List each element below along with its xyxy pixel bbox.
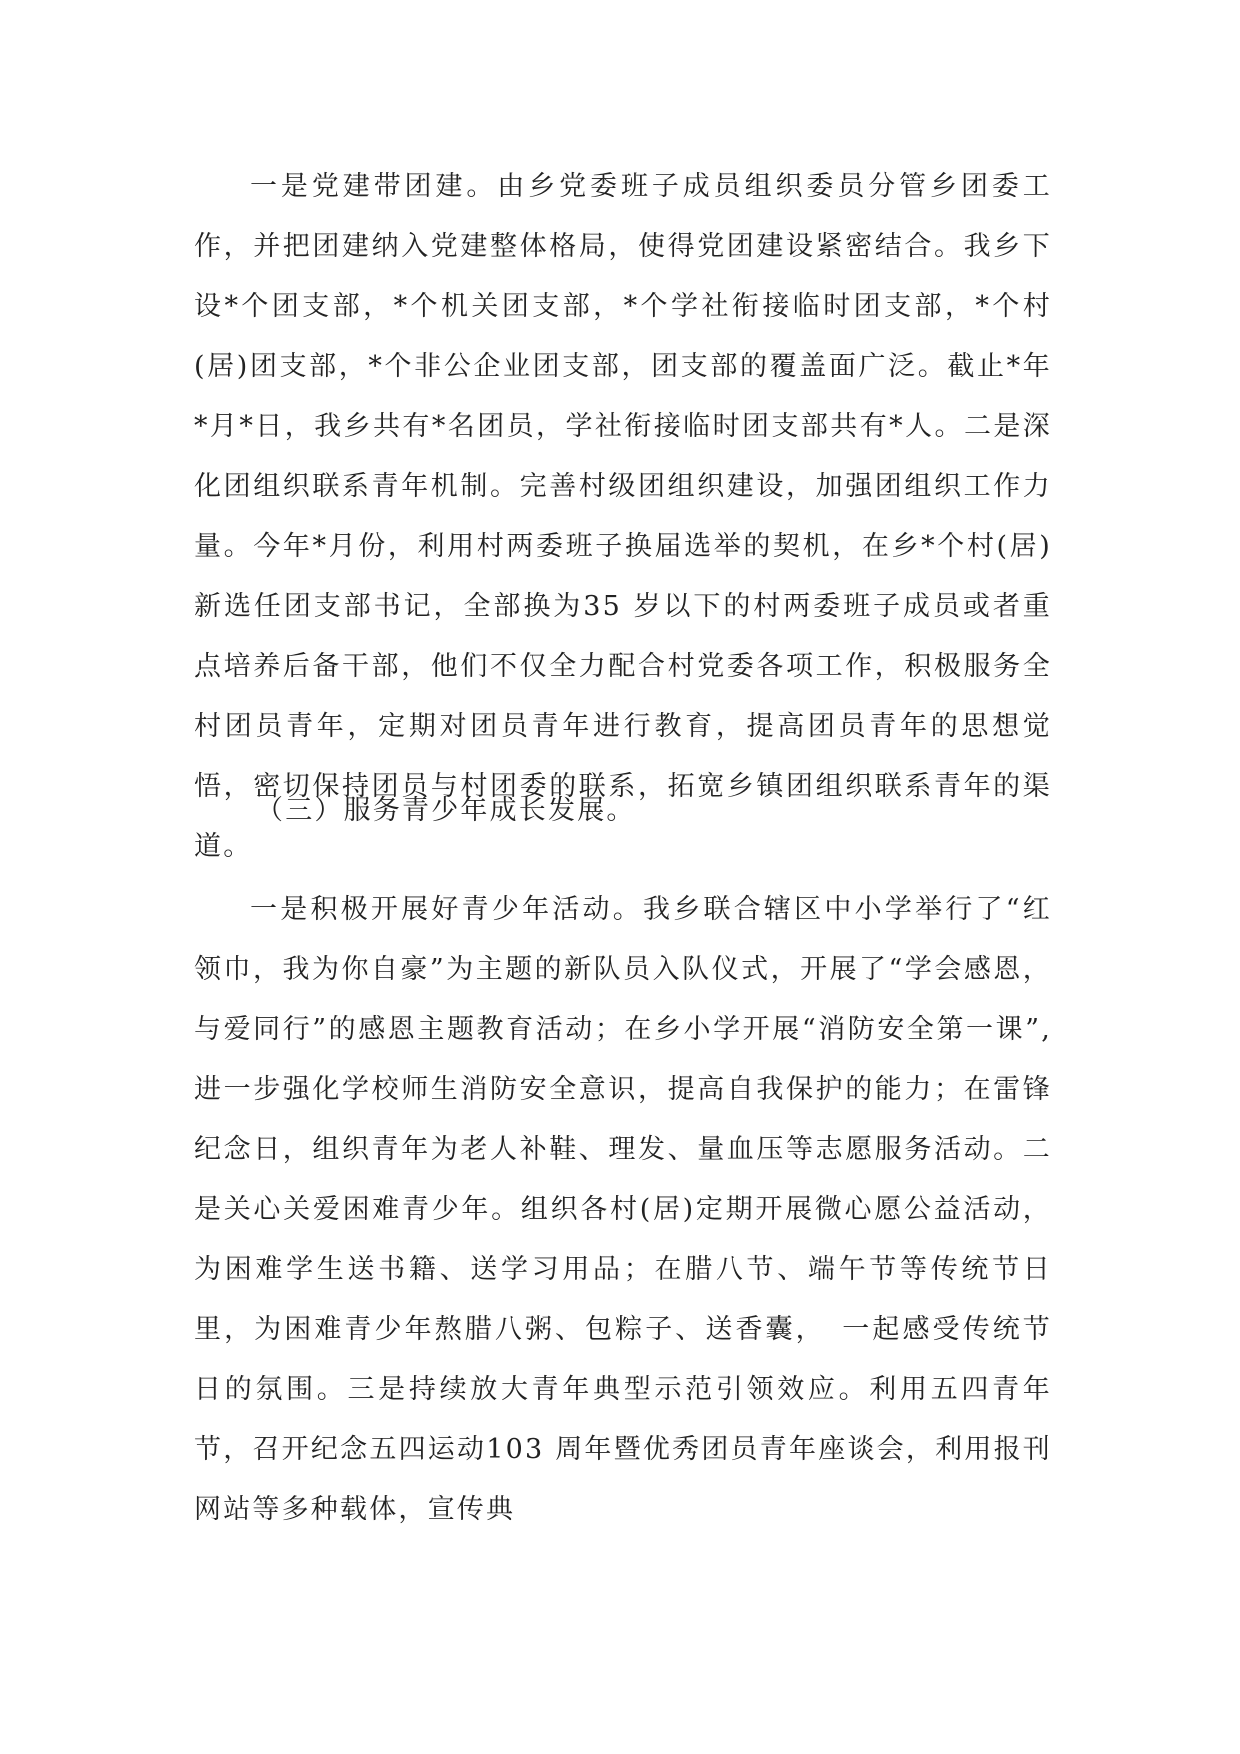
section-heading-youth-development: （三）服务青少年成长发展。 xyxy=(256,795,636,826)
paragraph-party-youth-building: 一是党建带团建。由乡党委班子成员组织委员分管乡团委工作，并把团建纳入党建整体格局，使得党团建设紧密结合。我乡下设*个团支部，*个机关团支部，*个学社衔接临时团支部，*个村(居)团支部，*个非公企业团支部，团支部的覆盖面广泛。截止*年*月*日，我乡共有*名团员，学社衔接临时团支部共有*人。二是深化团组织联系青年机制。完善村级团组织建设，加强团组织工作力量。今年*月份，利用村两委班子换届选举的契机，在乡*个村(居)新选任团支部书记，全部换为35 岁以下的村两委班子成员或者重点培养后备干部，他们不仅全力配合村党委各项工作，积极服务全村团员青年，定期对团员青年进行教育，提高团员青年的思想觉悟，密切保持团员与村团委的联系，拓宽乡镇团组织联系青年的渠道。 xyxy=(194,171,1052,862)
paragraph-youth-activities: 一是积极开展好青少年活动。我乡联合辖区中小学举行了“红领巾，我为你自豪”为主题的新队员入队仪式，开展了“学会感恩，与爱同行”的感恩主题教育活动；在乡小学开展“消防安全第一课”,进一步强化学校师生消防安全意识，提高自我保护的能力；在雷锋纪念日，组织青年为老人补鞋、理发、量血压等志愿服务活动。二是关心关爱困难青少年。组织各村(居)定期开展微心愿公益活动，为困难学生送书籍、送学习用品；在腊八节、端午节等传统节日里，为困难青少年熬腊八粥、包粽子、送香囊， 一起感受传统节日的氛围。三是持续放大青年典型示范引领效应。利用五四青年节，召开纪念五四运动103 周年暨优秀团员青年座谈会，利用报刊网站等多种载体，宣传典 xyxy=(194,894,1052,1525)
